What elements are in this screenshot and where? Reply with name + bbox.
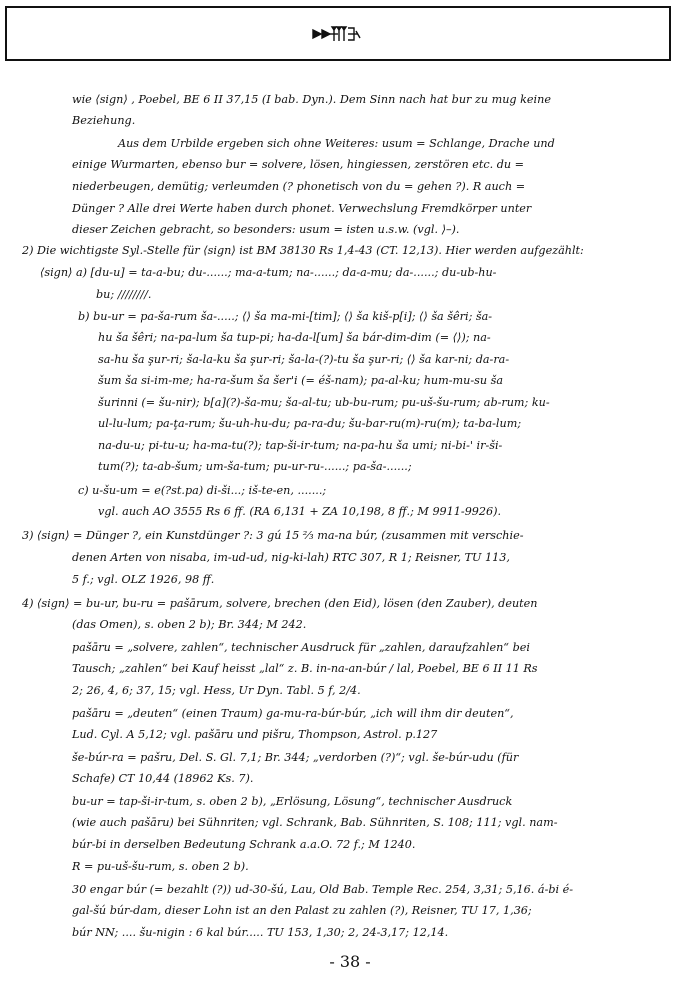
- line-27: Tausch; „zahlen“ bei Kauf heisst „lal“ z. B. in-na-an-búr / lal, Poebel, BE 6 II 11 Rs: [72, 662, 538, 675]
- line-3: Aus dem Urbilde ergeben sich ohne Weiteres: usum = Schlange, Drache und: [118, 137, 555, 150]
- line-36: R = pu-uš-šu-rum, s. oben 2 b).: [72, 860, 249, 873]
- line-22: denen Arten von nisaba, im-ud-ud, nig-ki-lah) RTC 307, R 1; Reisner, TU 113,: [72, 551, 510, 564]
- line-34: (wie auch pašāru) bei Sühnriten; vgl. Schrank, Bab. Sühnriten, S. 108; 111; vgl. nam-: [72, 816, 558, 829]
- line-37: 30 engar búr (= bezahlt (?)) ud-30-šú, Lau, Old Bab. Temple Rec. 254, 3,31; 5,16. á-bi é-: [72, 883, 574, 896]
- line-20: vgl. auch AO 3555 Rs 6 ff. (RA 6,131 + ZA 10,198, 8 ff.; M 9911-9926).: [98, 505, 502, 518]
- line-5: niederbeugen, demütig; verleumden (? phonetisch von du = gehen ?). R auch =: [72, 180, 526, 193]
- line-32: Schafe) CT 10,44 (18962 Ks. 7).: [72, 772, 254, 785]
- line-26: pašāru = „solvere, zahlen“, technischer Ausdruck für „zahlen, daraufzahlen“ bei: [72, 641, 530, 654]
- line-38: gal-šú búr-dam, dieser Lohn ist an den Palast zu zahlen (?), Reisner, TU 17, 1,36;: [72, 904, 532, 917]
- line-13: sa-hu ša şur-ri; ša-la-ku ša şur-ri; ša-la-(?)-tu ša şur-ri; ⟨⟩ ša kar-ni; da-ra-: [98, 353, 510, 366]
- line-7: dieser Zeichen gebracht, so besonders: usum = isten u.s.w. (vgl. ⟩–).: [72, 223, 460, 236]
- line-31: še-búr-ra = pašru, Del. S. Gl. 7,1; Br. 344; „verdorben (?)“; vgl. še-búr-udu (für: [72, 751, 519, 764]
- header-box: [5, 6, 671, 61]
- line-10: bu; ////////.: [96, 288, 152, 301]
- line-8: 2) Die wichtigste Syl.-Stelle für ⟨sign⟩ ist BM 38130 Rs 1,4-43 (CT. 12,13). Hier werden aufgezählt:: [22, 244, 584, 257]
- line-12: hu ša šêri; na-pa-lum ša tup-pi; ha-da-l[um] ša bár-dim-dim (= ⟨⟩); na-: [98, 331, 491, 344]
- line-29: pašāru = „deuten“ (einen Traum) ga-mu-ra-búr-búr, „ich will ihm dir deuten“,: [72, 707, 514, 720]
- line-17: na-du-u; pi-tu-u; ha-ma-tu(?); tap-ši-ir-tum; na-pa-hu ša umi; ni-bi-' ir-ši-: [98, 439, 503, 452]
- line-15: šurinni (= šu-nir); b[a](?)-ša-mu; ša-al-tu; ub-bu-rum; pu-uš-šu-rum; ab-rum; ku-: [98, 396, 550, 409]
- line-24: 4) ⟨sign⟩ = bu-ur, bu-ru = pašārum, solvere, brechen (den Eid), lösen (den Zauber), deuten: [22, 597, 538, 610]
- line-39: búr NN; .... šu-nigin : 6 kal búr..... TU 153, 1,30; 2, 24-3,17; 12,14.: [72, 926, 449, 939]
- line-9: ⟨sign⟩ a) [du-u] = ta-a-bu; du-......; ma-a-tum; na-......; da-a-mu; da-......; du-ub-hu-: [40, 266, 497, 279]
- line-14: šum ša si-im-me; ha-ra-šum ša šer'i (= éš-nam); pa-al-ku; hum-mu-su ša: [98, 374, 504, 387]
- line-1: wie ⟨sign⟩ , Poebel, BE 6 II 37,15 (I bab. Dyn.). Dem Sinn nach hat bur zu mug keine: [72, 93, 551, 106]
- cuneiform-sign-icon: [7, 24, 669, 48]
- page-number: - 38 -: [329, 952, 371, 971]
- line-30: Lud. Cyl. A 5,12; vgl. pašāru und pišru, Thompson, Astrol. p.127: [72, 728, 438, 741]
- line-33: bu-ur = tap-ši-ir-tum, s. oben 2 b), „Erlösung, Lösung“, technischer Ausdruck: [72, 795, 513, 808]
- line-28: 2; 26, 4, 6; 37, 15; vgl. Hess, Ur Dyn. Tabl. 5 f, 2/4.: [72, 684, 361, 697]
- line-11: b) bu-ur = pa-ša-rum ša-.....; ⟨⟩ ša ma-mi-[tim]; ⟨⟩ ša kiš-p[i]; ⟨⟩ ša šêri; ša-: [78, 310, 493, 323]
- line-2: Beziehung.: [72, 114, 136, 127]
- line-23: 5 f.; vgl. OLZ 1926, 98 ff.: [72, 573, 215, 586]
- line-16: ul-lu-lum; pa-ţa-rum; šu-uh-hu-du; pa-ra-du; šu-bar-ru(m)-ru(m); ta-ba-lum;: [98, 417, 522, 430]
- line-18: tum(?); ta-ab-šum; um-ša-tum; pu-ur-ru-......; pa-ša-......;: [98, 460, 412, 473]
- line-21: 3) ⟨sign⟩ = Dünger ?, ein Kunstdünger ?: 3 gú 15 ⅔ ma-na búr, (zusammen mit verschie-: [22, 529, 524, 542]
- line-4: einige Wurmarten, ebenso bur = solvere, lösen, hingiessen, zerstören etc. du =: [72, 158, 525, 171]
- line-35: búr-bi in derselben Bedeutung Schrank a.a.O. 72 f.; M 1240.: [72, 838, 416, 851]
- line-6: Dünger ? Alle drei Werte haben durch phonet. Verwechslung Fremdkörper unter: [72, 202, 532, 215]
- line-19: c) u-šu-um = e(?st.pa) di-ši...; iš-te-en, .......;: [78, 484, 327, 497]
- line-25: (das Omen), s. oben 2 b); Br. 344; M 242.: [72, 618, 307, 631]
